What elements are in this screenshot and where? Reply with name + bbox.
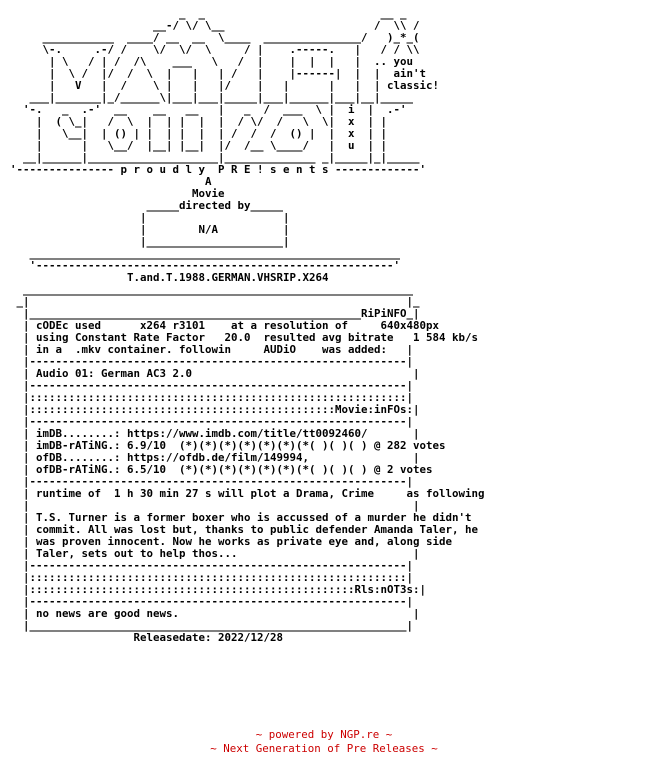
footer-tagline: ~ Next Generation of Pre Releases ~ (210, 742, 438, 755)
footer (0, 728, 648, 756)
nfo-ascii-art: _ _ __ _ __-/ \/ \__ / \\ / ___________ ____/ __ __ \____ _______________/ )_*_( \-. .-/ / \/ \/ \ / | .-----. | / / \\ | \ / | / /\ ___ \ / | | | | | .. you | \ / |/ / \ | | | / | |------| | | ain't | V | / \ | | |/ | | | | | classic! ___|_______|_/______\|___|___|_____|___|______|___|__|_____ '-. _ .-' __ __ __ | _ / ___ \ | i | .-' | ( \_| / \ | | | | | / \/ / \ \| x | | | \__| | () | | | | | | / / / () | | x | | | | \__/ |__| |__| |/ /__ \____/ | u | | __|______|____________________|______________ _|_____|_|_____ '--------------- p r o u d l y P R E ! s e n t s -------------' A Movie _____directed by_____ | | | N/A | |_____________________| _________________________________________________________ '-------------------------------------------------------' T.and.T.1988.GERMAN.VHSRIP.X264 ____________________________________________________________ _| |_ |___________________________________________________RiPiNFO_| | cODEc used x264 r3101 at a resolution of 640x480px | using Constant Rate Factor 20.0 resulted avg bitrate 1 584 kb/s | in a .mkv container. followin AUDiO was added: | |----------------------------------------------------------| | Audio 01: German AC3 2.0 | |----------------------------------------------------------| |::::::::::::::::::::::::::::::::::::::::::::::::::::::::::| |:::::::::::::::::::::::::::::::::::::::::::::::Movie:inFOs:| |----------------------------------------------------------| | imDB........: https://www.imdb.com/title/tt0092460/ | | imDB-rATiNG.: 6.9/10 (*)(*)(*)(*)(*)(*)(*( )( )( ) @ 282 votes | ofDB........: https://ofdb.de/film/149994, | | ofDB-rATiNG.: 6.5/10 (*)(*)(*)(*)(*)(*)(*( )( )( ) @ 2 votes |----------------------------------------------------------| | runtime of 1 h 30 min 27 s will plot a Drama, Crime as following | | | T.S. Turner is a former boxer who is accussed of a murder he didn't | commit. All was lost but, thanks to public defender Amanda Taler, he | was proven innocent. Now he works as private eye and, along side | Taler, sets out to help thos... | |----------------------------------------------------------| |::::::::::::::::::::::::::::::::::::::::::::::::::::::::::| |::::::::::::::::::::::::::::::::::::::::::::::::::Rls:nOT3s:| |----------------------------------------------------------| | no news are good news. | |__________________________________________________________| Releasedate: 2022/12/28 (10, 7, 485, 644)
footer-powered-by: ~ powered by NGP.re ~ (255, 728, 393, 741)
